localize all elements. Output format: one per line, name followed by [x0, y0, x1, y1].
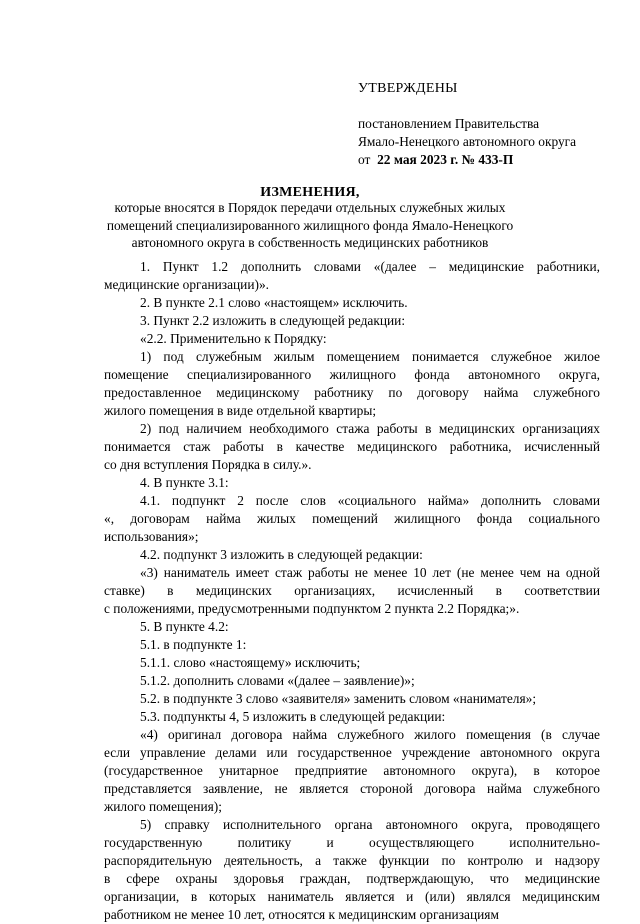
paragraph — [104, 708, 600, 726]
paragraph-line: государственную политику и осуществляющего исполнительно- — [104, 835, 600, 850]
paragraph-line: 3. Пункт 2.2 изложить в следующей редакции: — [140, 313, 406, 328]
paragraph-line: предоставленное медицинскому работнику по договору найма служебного — [104, 385, 600, 400]
paragraph-line: работником не менее 10 лет, относятся к медицинским организациям — [104, 907, 499, 922]
decree-line: Ямало-Ненецкого автономного округа — [358, 134, 577, 149]
paragraph-line: жилого помещения в виде отдельной квартиры; — [104, 403, 377, 418]
paragraph-line: 1) под служебным жилым помещением понимается служебное жилое — [140, 349, 600, 364]
subtitle-line: помещений специализированного жилищного фонда Ямало-Ненецкого — [106, 217, 514, 233]
decree-date-line — [358, 151, 576, 169]
paragraph — [104, 294, 600, 312]
document-subtitle — [100, 199, 520, 252]
paragraph — [104, 672, 600, 690]
paragraph — [104, 258, 600, 294]
paragraph — [104, 816, 600, 924]
paragraph — [104, 420, 600, 474]
paragraph-line: 5.1.2. дополнить словами «(далее – заявление)»; — [140, 673, 415, 688]
paragraph-line: 4. В пункте 3.1: — [140, 475, 229, 490]
paragraph — [104, 564, 600, 618]
document-title: ИЗМЕНЕНИЯ, — [260, 185, 360, 200]
decree-line: постановлением Правительства — [358, 116, 540, 131]
paragraph — [104, 312, 600, 330]
paragraph — [104, 474, 600, 492]
paragraph-line: ставке) в медицинских организациях, исчисленный в соответствии — [104, 583, 600, 598]
paragraph-line: представляется заявление, не является стороной договора найма служебного — [104, 781, 600, 796]
paragraph-line: 1. Пункт 1.2 дополнить словами «(далее – медицинские работники, — [140, 259, 600, 274]
paragraph-line: медицинские организации)». — [104, 277, 270, 292]
paragraph — [104, 726, 600, 816]
decree-reference — [358, 115, 576, 169]
paragraph-line: распорядительную деятельность, а также функции по контролю и надзору — [104, 853, 600, 868]
paragraph-line: с положениями, предусмотренными подпунктом 2 пункта 2.2 Порядка;». — [104, 601, 520, 616]
paragraph-line: (государственное унитарное предприятие автономного округа), в которое — [104, 763, 600, 778]
subtitle-line: которые вносятся в Порядок передачи отдельных служебных жилых — [114, 200, 506, 215]
paragraph — [104, 618, 600, 636]
document-body — [104, 258, 600, 924]
paragraph-line: 2. В пункте 2.1 слово «настоящем» исключить. — [140, 295, 408, 310]
paragraph-line: 4.2. подпункт 3 изложить в следующей редакции: — [140, 547, 423, 562]
subtitle-line: автономного округа в собственность медицинских работников — [131, 235, 489, 250]
paragraph-line: «3) наниматель имеет стаж работы не менее 10 лет (не менее чем на одной — [140, 565, 600, 580]
paragraph — [104, 492, 600, 546]
paragraph-line: помещение специализированного жилищного фонда автономного округа, — [104, 367, 600, 382]
paragraph-line: 5. В пункте 4.2: — [140, 619, 229, 634]
paragraph — [104, 546, 600, 564]
paragraph-line: «, договорам найма жилых помещений жилищного фонда социального — [104, 511, 600, 526]
paragraph — [104, 636, 600, 654]
paragraph-line: 5) справку исполнительного органа автономного округа, проводящего — [140, 817, 600, 832]
paragraph — [104, 348, 600, 420]
paragraph — [104, 690, 600, 708]
approval-heading: УТВЕРЖДЕНЫ — [358, 81, 458, 96]
paragraph-line: жилого помещения); — [104, 799, 222, 814]
paragraph-line: «4) оригинал договора найма служебного жилого помещения (в случае — [140, 727, 600, 742]
paragraph-line: 5.2. в подпункте 3 слово «заявителя» заменить словом «нанимателя»; — [140, 691, 537, 706]
decree-from-label: от — [358, 152, 371, 167]
paragraph-line: если управление делами или государственное учреждение автономного округа — [104, 745, 600, 760]
paragraph — [104, 330, 600, 348]
paragraph-line: в сфере охраны здоровья граждан, подтверждающую, что медицинские — [104, 871, 600, 886]
paragraph-line: 5.3. подпункты 4, 5 изложить в следующей редакции: — [140, 709, 446, 724]
decree-date-number: 22 мая 2023 г. № 433-П — [377, 152, 514, 167]
paragraph-line: понимается стаж работы в качестве медицинского работника, исчисленный — [104, 439, 600, 454]
paragraph-line: 5.1.1. слово «настоящему» исключить; — [140, 655, 361, 670]
paragraph-line: 4.1. подпункт 2 после слов «социального найма» дополнить словами — [140, 493, 600, 508]
paragraph-line: организации, в которых наниматель является и (или) являлся медицинским — [104, 889, 600, 904]
paragraph-line: 5.1. в подпункте 1: — [140, 637, 247, 652]
paragraph — [104, 654, 600, 672]
paragraph-line: со дня вступления Порядка в силу.». — [104, 457, 312, 472]
paragraph-line: «2.2. Применительно к Порядку: — [140, 331, 327, 346]
paragraph-line: использования»; — [104, 529, 199, 544]
paragraph-line: 2) под наличием необходимого стажа работы в медицинских организациях — [140, 421, 600, 436]
